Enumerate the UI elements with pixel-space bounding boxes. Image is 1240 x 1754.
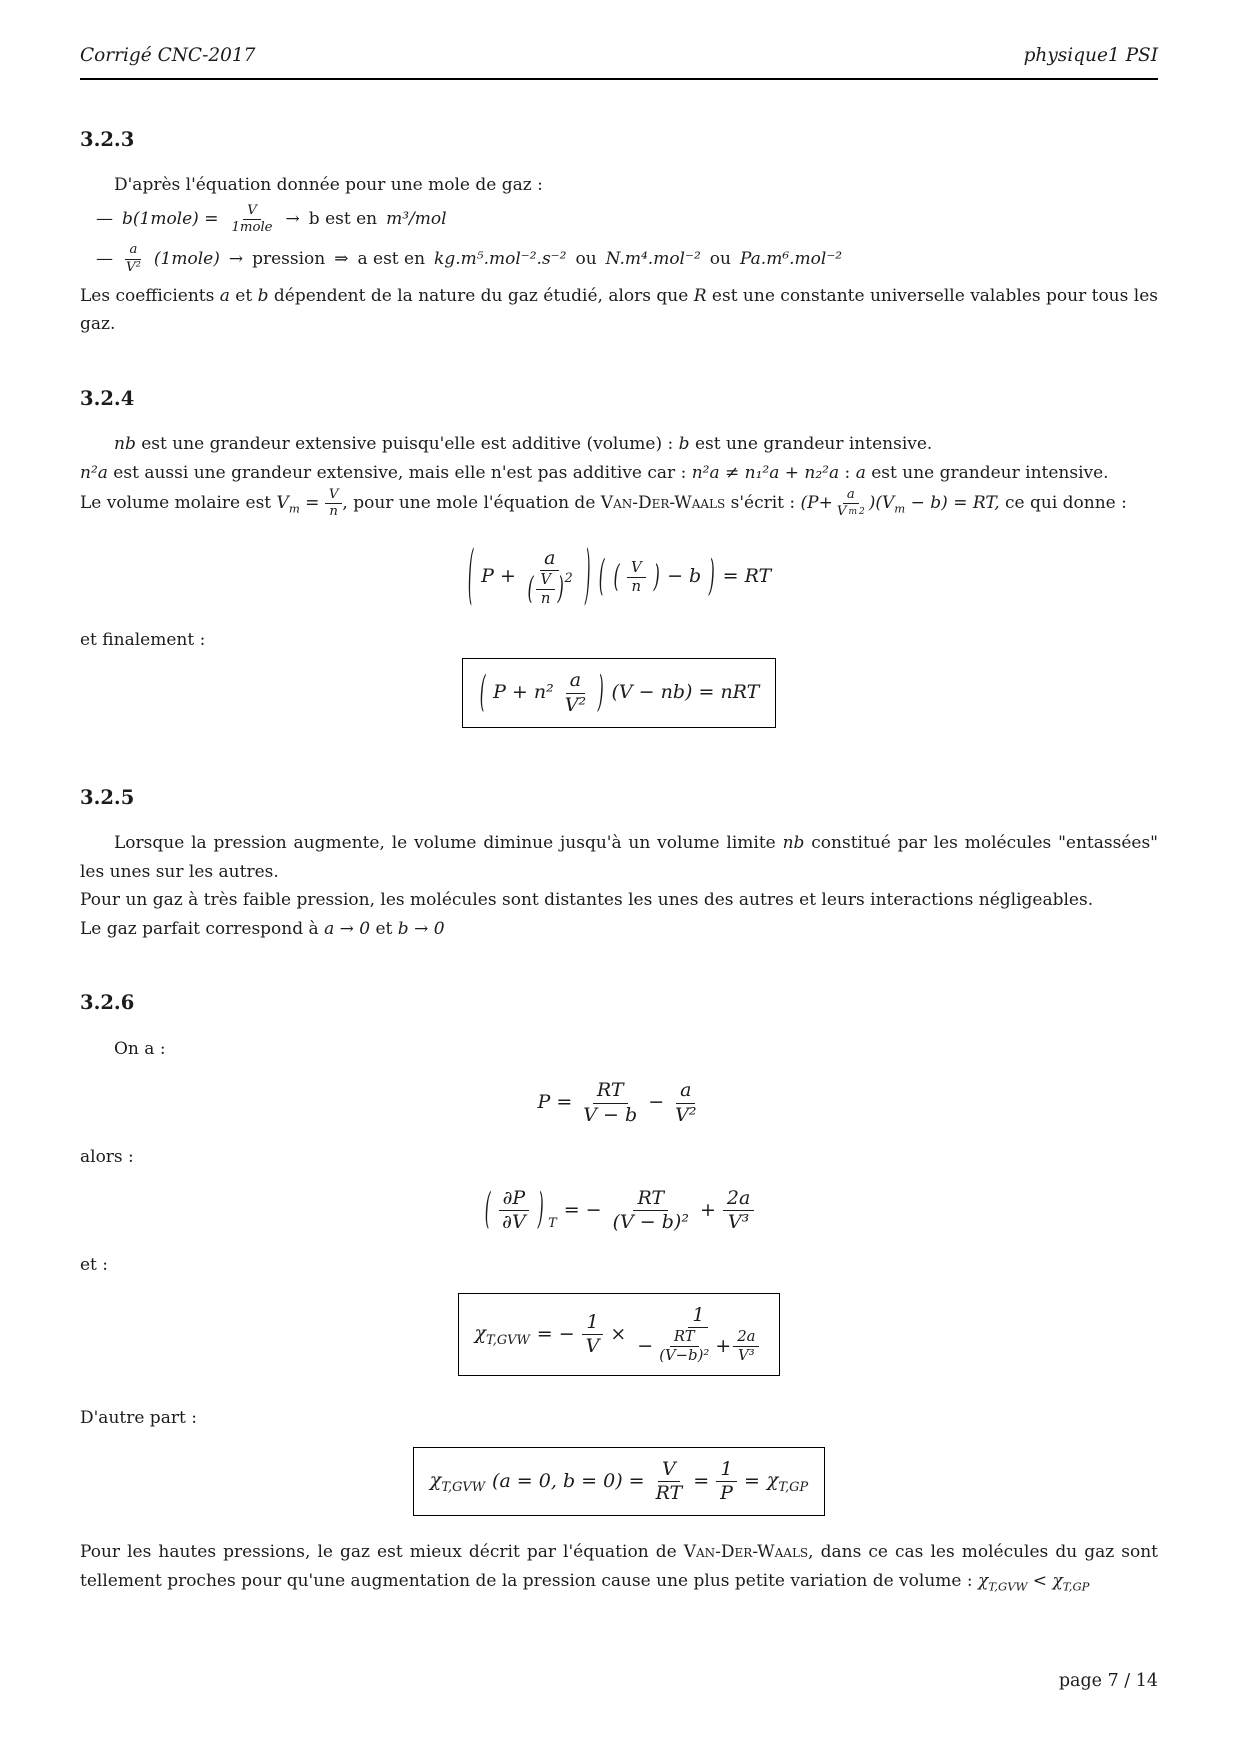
text-van-der-waals: Van-Der-Waals [600, 493, 726, 514]
math-equals-rt: = RT [722, 565, 772, 588]
big-paren-open: ( [479, 667, 486, 717]
text-pression: pression [252, 248, 326, 269]
math-sub-m: m [288, 501, 300, 516]
math-unit-n: N.m⁴.mol⁻² [605, 248, 701, 269]
math-p-plus: (P+ [800, 493, 833, 514]
math-v-minus-nb: (V − nb) = nRT [611, 681, 760, 704]
math-p-equals: P = [537, 1091, 573, 1114]
fraction-numerator: RT [633, 1187, 668, 1211]
fraction-numerator: 2a [723, 1187, 754, 1211]
text-run: : [839, 462, 856, 483]
math-minus: − [637, 1335, 654, 1358]
fraction-denominator [633, 1328, 763, 1365]
text-run: est une grandeur extensive puisqu'elle est additive (volume) : [135, 434, 679, 455]
fraction-denominator: (V − b)² [612, 1211, 689, 1234]
fraction-denominator: V [585, 1335, 600, 1358]
text-ou: ou [709, 248, 731, 269]
nested-fraction-rt-over-vb2 [655, 1328, 713, 1365]
math-less-than: < [1027, 1570, 1053, 1591]
math-chi-gvw [430, 1465, 485, 1499]
text-run: est une grandeur intensive. [865, 462, 1109, 483]
math-chi-gp [767, 1465, 808, 1499]
math-var-a: a [219, 285, 230, 306]
math-sub-m: m [894, 501, 906, 516]
paragraph-dautre-part: D'autre part : [80, 1408, 197, 1429]
text-run: Lorsque la pression augmente, le volume diminue jusqu'à un volume limite [114, 833, 783, 854]
fraction-compressibility [633, 1304, 763, 1365]
header-left-title: Corrigé CNC-2017 [80, 45, 256, 66]
fraction-numerator: RT [670, 1328, 699, 1347]
fraction-2a-over-v3 [723, 1187, 754, 1234]
math-a-to-0: a → 0 [324, 918, 371, 939]
arrow-right: → [285, 209, 300, 230]
math-n2a: n²a [80, 462, 108, 483]
math-p-plus-n2: P + n² [493, 681, 554, 704]
text-run: ce qui donne : [999, 493, 1127, 514]
fraction-numerator: a [843, 487, 859, 504]
fraction-denominator: V² [564, 693, 587, 716]
math-minus-b: − b [667, 565, 702, 588]
section-heading-3-2-4: 3.2.4 [80, 386, 135, 410]
inline-fraction-a-over-v2 [122, 242, 145, 275]
math-plus: + [699, 1198, 716, 1221]
math-var-a: a [855, 462, 866, 483]
paren-open: ( [613, 558, 620, 595]
text-run: dépendent de la nature du gaz étudié, alors que [268, 285, 694, 306]
fraction-numerator: V [325, 487, 343, 504]
inline-fraction-v-over-1mole [227, 203, 276, 236]
math-1mole: (1mole) [153, 248, 220, 269]
paren-open: ( [598, 551, 605, 601]
paren-close: ) [557, 570, 564, 607]
bullet-item-a-unit [80, 242, 1158, 275]
text-run: , pour une mole l'équation de [342, 493, 601, 514]
fraction-numerator: V [243, 203, 261, 220]
fraction-denominator: n [329, 504, 338, 520]
big-paren-close: ) [597, 667, 604, 717]
math-equals: = [743, 1469, 760, 1492]
math-var-v: V [276, 493, 289, 514]
math-sup-2: 2 [564, 570, 573, 586]
fraction-numerator: a [540, 547, 559, 571]
fraction-denominator: n [631, 577, 642, 595]
page-number: page 7 / 14 [1058, 1670, 1158, 1691]
big-paren-open: ( [467, 538, 474, 613]
math-chi: χ [474, 1322, 487, 1344]
fraction-denominator [833, 504, 869, 520]
math-sub-t-gp: T,GP [1062, 1579, 1090, 1594]
fraction-denominator: RT [655, 1482, 683, 1505]
big-paren-open: ( [484, 1185, 491, 1234]
boxed-equation-wrap [80, 1293, 1158, 1376]
arrow-implies: ⇒ [334, 248, 349, 269]
paragraph-coefficients [80, 282, 1158, 339]
math-sub-t-gvw: T,GVW [441, 1479, 486, 1495]
paragraph-nb-extensive [80, 430, 1158, 459]
boxed-equation-vdw-n-moles [462, 658, 777, 727]
paragraph-et-finalement: et finalement : [80, 629, 206, 650]
math-equals: = [693, 1469, 710, 1492]
text-run: est une constante universelle valables pour tous les gaz. [80, 285, 1158, 335]
text-a-est-en: a est en [357, 248, 426, 269]
fraction-denominator: n [540, 589, 551, 607]
math-sub-t-gvw: T,GVW [486, 1332, 530, 1348]
boxed-equation-wrap [80, 1447, 1158, 1516]
text-ou: ou [575, 248, 597, 269]
math-var-r: R [693, 285, 707, 306]
paragraph-hautes-pressions [80, 1538, 1158, 1596]
paragraph-pression-augmente [80, 829, 1158, 886]
fraction-denominator: ∂V [502, 1211, 526, 1234]
fraction-numerator: V [536, 571, 555, 590]
fraction-numerator: 2a [733, 1328, 759, 1347]
text-run: s'écrit : [725, 493, 801, 514]
math-equals: = [299, 493, 325, 514]
fraction-numerator: a [566, 669, 585, 693]
math-b-to-0: b → 0 [397, 918, 445, 939]
big-paren-close: ) [584, 538, 591, 613]
math-chi: χ [766, 1468, 779, 1491]
math-args-a0-b0: (a = 0, b = 0) = [492, 1469, 645, 1492]
text-run: et [370, 918, 398, 939]
text-run: Le gaz parfait correspond à [80, 918, 325, 939]
fraction-numerator: 1 [716, 1458, 736, 1482]
fraction-numerator: ∂P [499, 1187, 530, 1211]
text-run: Le volume molaire est [80, 493, 277, 514]
text-run: , dans ce cas les molécules du gaz sont tellement proches pour qu'une augmentation de la pression cause une plus petite variation de volume : [80, 1542, 1158, 1591]
math-unit-kg: kg.m⁵.mol⁻².s⁻² [434, 248, 567, 269]
math-nb: nb [114, 434, 136, 455]
fraction-denominator: V³ [738, 1347, 755, 1365]
fraction-denominator: 1mole [231, 220, 273, 236]
math-times: × [610, 1322, 627, 1345]
paragraph-et: et : [80, 1254, 109, 1275]
arrow-right: → [228, 248, 244, 269]
text-run: et [229, 285, 258, 306]
nested-fraction-v-over-n [536, 571, 555, 608]
math-n2a-inequality: n²a ≠ n₁²a + n₂²a [691, 462, 840, 483]
math-unit-m3-mol: m³/mol [386, 209, 447, 230]
math-b-lhs: b(1mole) = [122, 209, 219, 230]
fraction-a-over-v2 [671, 1079, 700, 1126]
fraction-numerator: RT [593, 1079, 628, 1103]
fraction-a-over-vn2 [523, 547, 577, 608]
paragraph-gaz-parfait [80, 915, 1158, 944]
math-sub-m: m [848, 507, 857, 518]
math-unit-pa: Pa.m⁶.mol⁻² [739, 248, 843, 269]
math-var-b: b [257, 285, 269, 306]
boxed-equation-chi-gvw [458, 1293, 781, 1376]
math-sub-t-gvw: T,GVW [988, 1579, 1028, 1594]
paren-close: ) [708, 551, 715, 601]
paragraph-on-a: On a : [114, 1038, 166, 1059]
section-heading-3-2-3: 3.2.3 [80, 128, 135, 152]
math-nb: nb [782, 833, 805, 854]
paragraph-n2a-extensive [80, 459, 1158, 488]
fraction-dp-over-dv [498, 1187, 530, 1234]
paragraph-volume-molaire [80, 487, 1158, 520]
math-vm-open: )(V [868, 493, 895, 514]
math-sub-t-gp: T,GP [778, 1479, 809, 1495]
page-footer [80, 1667, 1158, 1696]
math-chi-gvw [475, 1318, 530, 1352]
display-equation-pressure [80, 1079, 1158, 1126]
math-minus: − [648, 1091, 665, 1114]
fraction-denominator: P [720, 1482, 733, 1505]
fraction-denominator: V³ [727, 1211, 750, 1234]
fraction-a-over-v2 [561, 669, 590, 716]
text-van-der-waals: Van-Der-Waals [683, 1542, 809, 1563]
fraction-denominator: V² [126, 259, 141, 275]
paren-close: ) [653, 558, 660, 595]
paren-open: ( [527, 570, 534, 607]
fraction-denominator: (V−b)² [659, 1347, 710, 1365]
fraction-numerator: 1 [582, 1311, 602, 1335]
inline-fraction-v-over-n [325, 487, 343, 520]
big-paren-close: ) [537, 1185, 544, 1234]
fraction-v-over-rt [652, 1458, 687, 1505]
fraction-rt-over-vb2 [609, 1187, 693, 1234]
header-right-title: physique1 PSI [1023, 45, 1158, 66]
text-run: Pour les hautes pressions, le gaz est mieux décrit par l'équation de [80, 1542, 684, 1563]
math-minus-b-rt: − b) = RT, [905, 493, 1000, 514]
math-chi-gvw [977, 1570, 1028, 1594]
fraction-numerator: a [676, 1079, 695, 1103]
text-run: Les coefficients [80, 285, 220, 306]
fraction-rt-over-v-minus-b [579, 1079, 641, 1126]
bullet-item-b-unit [80, 203, 1158, 236]
fraction-numerator: V [658, 1458, 680, 1482]
fraction-1-over-p [716, 1458, 737, 1505]
fraction-denominator: V² [675, 1103, 697, 1126]
math-chi-gp [1052, 1570, 1090, 1594]
paragraph-faible-pression: Pour un gaz à très faible pression, les molécules sont distantes les unes des autres et leurs interactions négligeables. [80, 890, 1094, 911]
math-sub-t: T [548, 1215, 557, 1231]
text-run: est aussi une grandeur extensive, mais elle n'est pas additive car : [107, 462, 692, 483]
math-var-b: b [678, 434, 690, 455]
fraction-1-over-v [582, 1311, 604, 1358]
fraction-denominator [523, 571, 577, 608]
math-p-plus: P + [481, 565, 516, 588]
fraction-numerator: a [125, 242, 141, 259]
fraction-v-over-n [627, 559, 646, 596]
display-equation-vdw-molar [80, 538, 1158, 613]
text-b-est-en: b est en [308, 209, 378, 230]
fraction-denominator: V − b [583, 1103, 638, 1126]
math-vm [276, 493, 325, 516]
math-equals-minus: = − [536, 1322, 575, 1345]
math-chi: χ [1052, 1570, 1063, 1591]
boxed-equation-wrap [80, 658, 1158, 727]
boxed-equation-chi-gp [413, 1447, 825, 1516]
math-var-v: V [836, 504, 847, 520]
math-chi: χ [429, 1468, 442, 1491]
math-equals-minus: = − [563, 1198, 602, 1221]
section-heading-3-2-6: 3.2.6 [80, 991, 135, 1015]
bullet-dash: — [96, 209, 113, 230]
paragraph-intro-323: D'après l'équation donnée pour une mole de gaz : [114, 175, 543, 196]
paragraph-alors: alors : [80, 1146, 134, 1167]
display-equation-derivative [80, 1187, 1158, 1234]
math-plus: + [715, 1335, 732, 1358]
inline-fraction-a-over-vm2 [833, 487, 869, 520]
page-header [80, 40, 1158, 80]
bullet-dash: — [96, 248, 113, 269]
section-heading-3-2-5: 3.2.5 [80, 785, 135, 809]
fraction-numerator: V [627, 559, 646, 578]
text-run: constitué par les molécules "entassées" les unes sur les autres. [80, 833, 1159, 882]
math-chi: χ [977, 1570, 989, 1591]
nested-fraction-2a-over-v3 [733, 1328, 759, 1365]
text-run: est une grandeur intensive. [689, 434, 933, 455]
fraction-numerator: 1 [688, 1304, 708, 1328]
math-sup-2: 2 [859, 507, 865, 518]
